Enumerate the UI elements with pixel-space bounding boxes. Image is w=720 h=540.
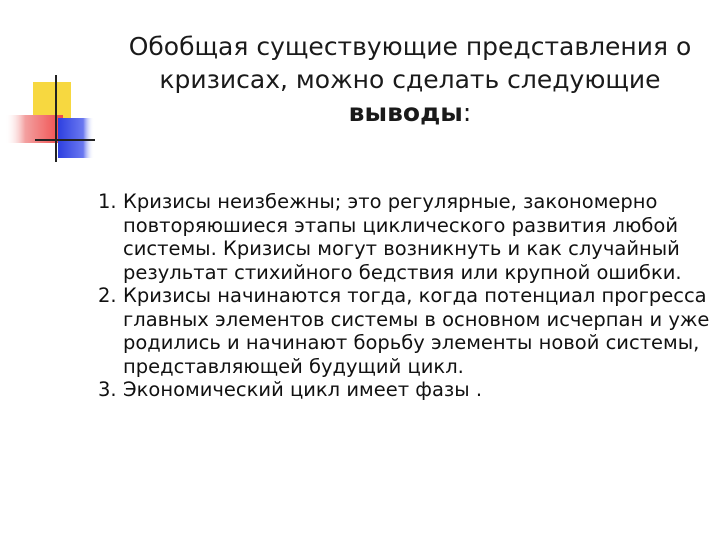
yellow-square <box>33 82 71 120</box>
list-item-number: 3. <box>98 378 117 401</box>
list-item-number: 1. <box>98 190 117 213</box>
list-item-number: 2. <box>98 284 117 307</box>
decorative-squares-graphic <box>0 0 110 170</box>
title-line-1: Обобщая существующие представления о <box>128 32 692 61</box>
list-item <box>98 284 713 378</box>
blue-square <box>58 118 94 158</box>
list-item-text: Экономический цикл имеет фазы . <box>123 378 483 401</box>
list-item <box>98 378 713 402</box>
list-item <box>98 190 713 284</box>
title-line-3 <box>115 96 705 129</box>
title-bold-word: выводы <box>348 98 463 127</box>
list-item-text: Кризисы неизбежны; это регулярные, закономерно повторяюшиеся этапы циклического развития любой системы. Кризисы могут возникнуть и как случайный результат стихийного бедствия или крупной ошибки. <box>123 190 682 284</box>
slide-title <box>115 30 705 129</box>
title-colon: : <box>462 98 472 127</box>
list-item-text: Кризисы начинаются тогда, когда потенциал прогресса главных элементов системы в основном исчерпан и уже родились и начинают борьбу элементы новой системы, представляющей будущий цикл. <box>123 284 710 378</box>
numbered-list <box>98 190 713 402</box>
red-bar <box>5 115 63 143</box>
title-line-2: кризисах, можно сделать следующие <box>159 65 661 94</box>
